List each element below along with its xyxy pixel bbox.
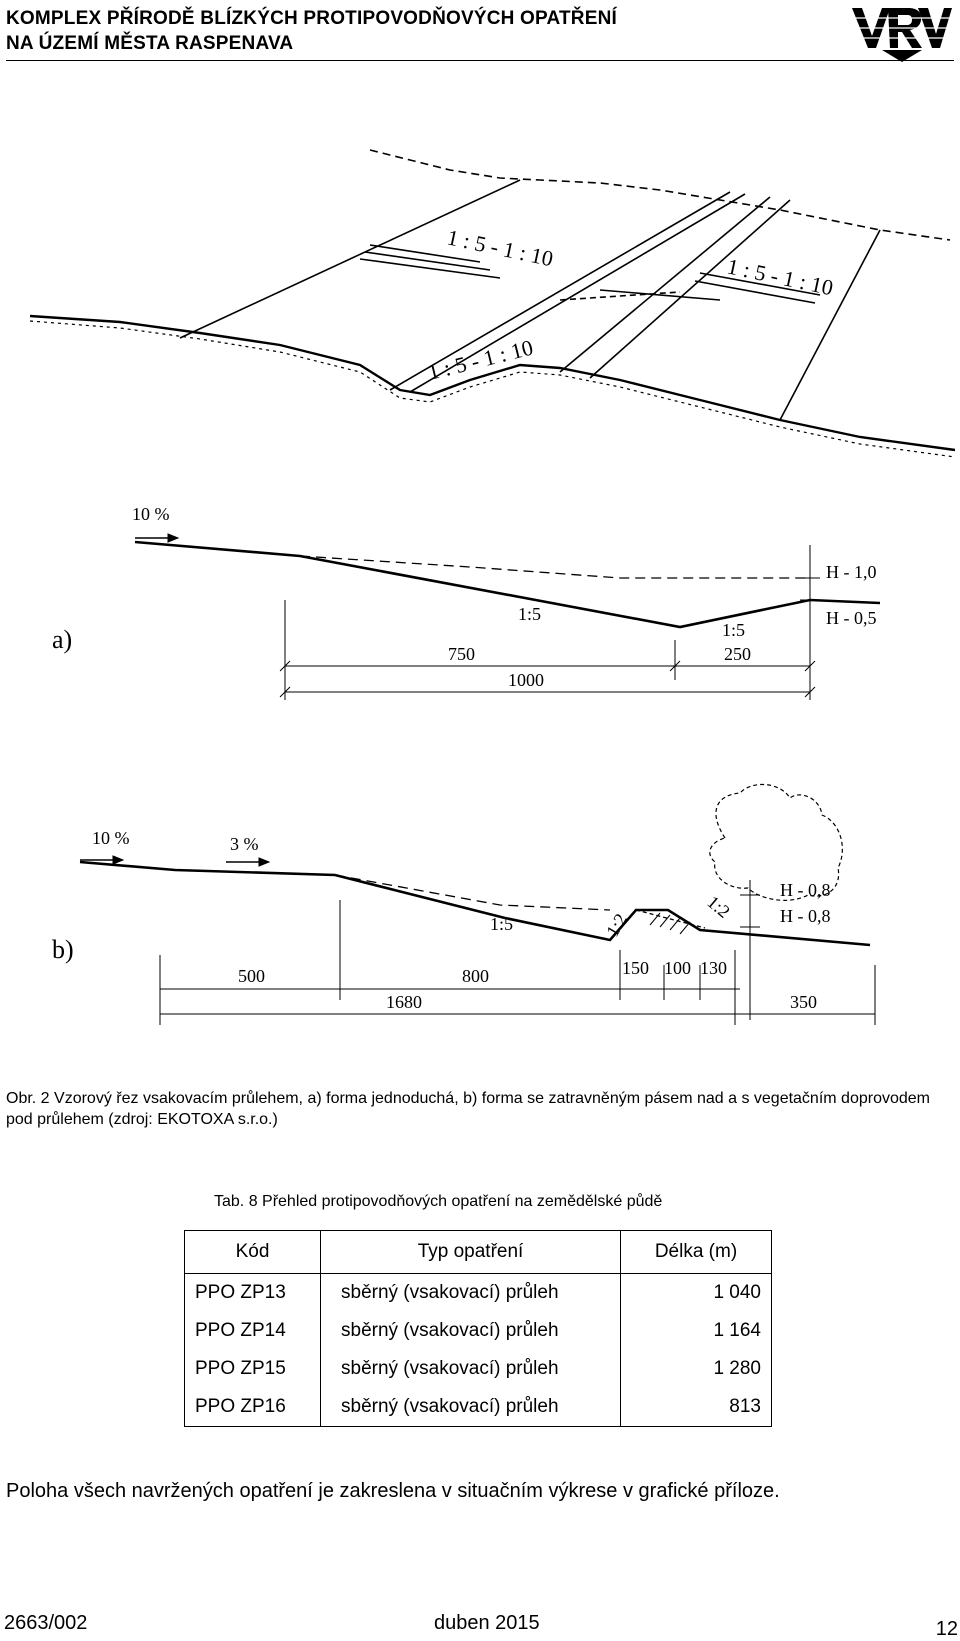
measures-table (184, 1230, 772, 1427)
a-slope-1: 1:5 (518, 604, 542, 624)
cell-type: sběrný (vsakovací) průleh (321, 1350, 621, 1388)
section-a-labels (52, 504, 877, 690)
cell-type: sběrný (vsakovací) průleh (321, 1388, 621, 1427)
cell-length: 1 040 (621, 1274, 772, 1313)
a-dim-250: 250 (724, 644, 751, 664)
a-h2: H - 0,5 (826, 608, 877, 628)
top-slope-label-3: 1 : 5 - 1 : 10 (425, 334, 536, 385)
header-code: Kód (185, 1231, 321, 1274)
top-slope-label-2: 1 : 5 - 1 : 10 (724, 253, 836, 301)
table-header-row (185, 1231, 772, 1274)
vrv-logo (852, 6, 952, 62)
header-title-line2: NA ÚZEMÍ MĚSTA RASPENAVA (6, 33, 294, 54)
b-slope-1: 1:5 (490, 914, 514, 934)
footer-page-number: 12 (935, 1618, 958, 1640)
figure-cross-sections (0, 120, 960, 1030)
table-row (185, 1312, 772, 1350)
cell-length: 1 280 (621, 1350, 772, 1388)
cell-length: 813 (621, 1388, 772, 1427)
b-slope-2: 1:2 (602, 910, 631, 940)
table-row (185, 1274, 772, 1313)
perspective-slope-labels (425, 224, 835, 384)
panel-a-label: a) (52, 625, 73, 654)
cell-code: PPO ZP15 (185, 1350, 321, 1388)
b-h2: H - 0,8 (780, 906, 831, 926)
section-b (80, 784, 875, 1025)
b-dim-150: 150 (622, 958, 649, 978)
b-dim-800: 800 (462, 966, 489, 986)
top-slope-label-1: 1 : 5 - 1 : 10 (444, 224, 556, 272)
footer-doc-id: 2663/002 (4, 1612, 88, 1634)
a-slope-in: 10 % (132, 504, 170, 524)
b-dim-500: 500 (238, 966, 265, 986)
table-row (185, 1388, 772, 1427)
header-title-line1: KOMPLEX PŘÍRODĚ BLÍZKÝCH PROTIPOVODŇOVÝCH OPATŘENÍ (6, 8, 618, 29)
cell-code: PPO ZP13 (185, 1274, 321, 1313)
cell-type: sběrný (vsakovací) průleh (321, 1312, 621, 1350)
header-rule (6, 60, 954, 61)
b-slope-in: 10 % (92, 828, 130, 848)
b-slope-mid: 3 % (230, 834, 259, 854)
perspective-drawing (30, 150, 955, 457)
page-header (6, 6, 954, 62)
a-slope-2: 1:5 (722, 620, 746, 640)
a-dim-750: 750 (448, 644, 475, 664)
b-dim-100: 100 (664, 958, 691, 978)
a-dim-1000: 1000 (508, 670, 544, 690)
cell-type: sběrný (vsakovací) průleh (321, 1274, 621, 1313)
b-dim-350: 350 (790, 992, 817, 1012)
cell-code: PPO ZP16 (185, 1388, 321, 1427)
a-h1: H - 1,0 (826, 562, 877, 582)
b-dim-1680: 1680 (386, 992, 422, 1012)
placement-note: Poloha všech navržených opatření je zakreslena v situačním výkrese v grafické příloze. (6, 1480, 780, 1502)
section-b-labels (52, 828, 831, 1012)
panel-b-label: b) (52, 935, 74, 964)
table-row (185, 1350, 772, 1388)
table-caption: Tab. 8 Přehled protipovodňových opatření na zemědělské půdě (214, 1193, 663, 1210)
b-h1: H - 0,8 (780, 880, 831, 900)
cell-length: 1 164 (621, 1312, 772, 1350)
header-length: Délka (m) (621, 1231, 772, 1274)
b-dim-130: 130 (700, 958, 727, 978)
figure-caption: Obr. 2 Vzorový řez vsakovacím průlehem, a) forma jednoduchá, b) forma se zatravněným pásem nad a s vegetačním doprovodem pod průlehem (zdroj: EKOTOXA s.r.o.) (6, 1090, 930, 1128)
b-slope-3: 1:2 (703, 891, 734, 922)
cell-code: PPO ZP14 (185, 1312, 321, 1350)
footer-date: duben 2015 (434, 1612, 540, 1634)
header-type: Typ opatření (321, 1231, 621, 1274)
